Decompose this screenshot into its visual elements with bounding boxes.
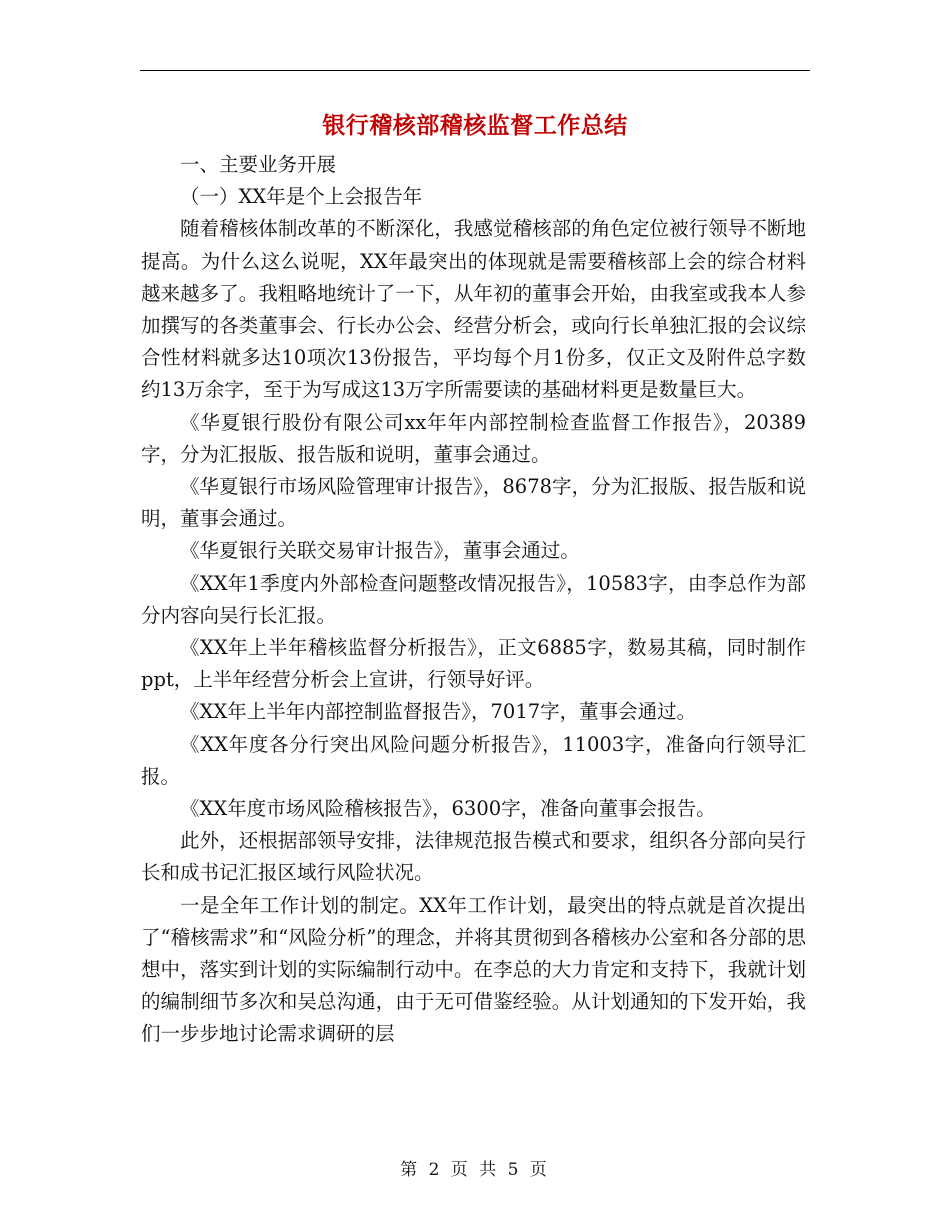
report-item: 《华夏银行关联交易审计报告》，董事会通过。: [180, 539, 580, 563]
report-item: 《华夏银行股份有限公司xx年年内部控制检查监督工作报告》，20389字，分为汇报版、报告版和说明，董事会通过。: [141, 410, 806, 466]
body-paragraph: 此外，还根据部领导安排，法律规范报告模式和要求，组织各分部向吴行长和成书记汇报区域行风险状况。: [141, 829, 806, 885]
body-paragraph: 随着稽核体制改革的不断深化，我感觉稽核部的角色定位被行领导不断地提高。为什么这么说呢，XX年最突出的体现就是需要稽核部上会的综合材料越来越多了。我粗略地统计了一下，从年初的董事会开始，由我室或我本人参加撰写的各类董事会、行长办公会、经营分析会，或向行长单独汇报的会议综合性材料就多达10项次13份报告，平均每个月1份多，仅正文及附件总字数约13万余字，至于为写成这13万字所需要读的基础材料更是数量巨大。: [141, 217, 806, 402]
report-item: 《XX年度市场风险稽核报告》，6300字，准备向董事会报告。: [180, 797, 716, 821]
section-heading: 一、主要业务开展: [180, 153, 337, 176]
report-item: 《XX年上半年内部控制监督报告》，7017字，董事会通过。: [180, 700, 697, 724]
report-item: 《XX年度各分行突出风险问题分析报告》，11003字，准备向行领导汇报。: [141, 732, 806, 788]
document-title: 银行稽核部稽核监督工作总结: [322, 113, 628, 139]
report-item: 《XX年1季度内外部检查问题整改情况报告》，10583字，由李总作为部分内容向吴行长汇报。: [141, 571, 806, 627]
body-paragraph: 一是全年工作计划的制定。XX年工作计划，最突出的特点就是首次提出了“稽核需求”和“风险分析”的理念，并将其贯彻到各稽核办公室和各分部的思想中，落实到计划的实际编制行动中。在李总的大力肯定和支持下，我就计划的编制细节多次和吴总沟通，由于无可借鉴经验。从计划通知的下发开始，我们一步步地讨论需求调研的层: [141, 893, 806, 1046]
subsection-heading: （一）XX年是个上会报告年: [180, 185, 423, 209]
report-item: 《XX年上半年稽核监督分析报告》，正文6885字，数易其稿，同时制作ppt，上半年经营分析会上宣讲，行领导好评。: [141, 636, 806, 692]
report-item: 《华夏银行市场风险管理审计报告》，8678字，分为汇报版、报告版和说明，董事会通过。: [141, 475, 806, 531]
document-body: [141, 149, 806, 1051]
header-rule: [140, 70, 810, 71]
page-footer: 第 2 页 共 5 页: [400, 1160, 550, 1180]
